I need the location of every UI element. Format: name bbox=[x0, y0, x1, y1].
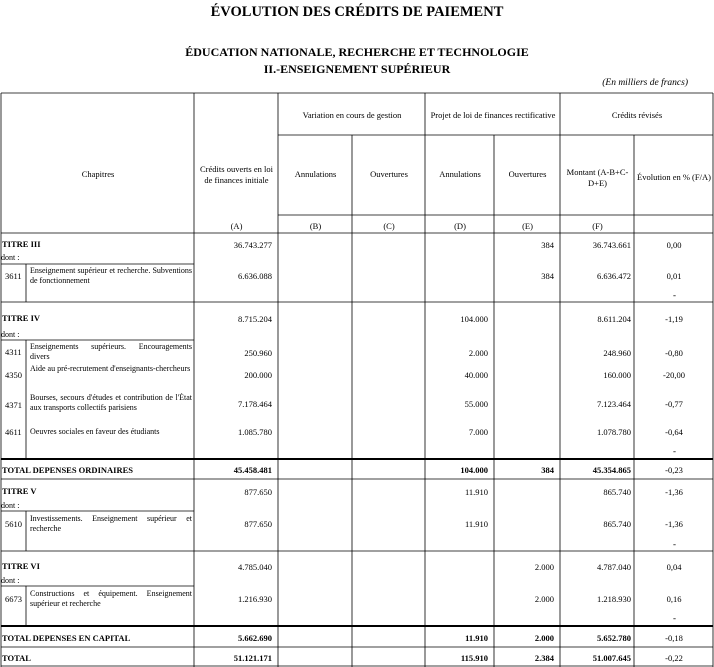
header-annulations-d: Annulations bbox=[439, 169, 481, 180]
row-5610-d: 11.910 bbox=[464, 519, 488, 529]
row-titre3-g: 0,00 bbox=[666, 240, 682, 250]
row-4350-label: Aide au pré-recrutement d'enseignants-chercheurs bbox=[30, 364, 191, 373]
row-4311-code: 4311 bbox=[5, 347, 22, 357]
header-annulations-b: Annulations bbox=[294, 169, 337, 180]
row-3611-code: 3611 bbox=[5, 271, 22, 281]
row-total-a: 51.121.171 bbox=[233, 653, 272, 663]
header-chapitres: Chapitres bbox=[81, 169, 115, 180]
row-titre5-a: 877.650 bbox=[244, 487, 272, 497]
row-5610-f: 865.740 bbox=[603, 519, 631, 529]
row-titre5-g: -1,36 bbox=[665, 487, 683, 497]
row-4371-code: 4371 bbox=[5, 400, 22, 410]
row-4371-a: 7.178.464 bbox=[238, 399, 272, 409]
row-3611-label: Enseignement supérieur et recherche. Subventions de fonctionnement bbox=[30, 266, 192, 284]
row-tdc-g: -0,18 bbox=[665, 633, 683, 643]
dash-mark: - bbox=[673, 446, 676, 456]
row-5610-label: Investissements. Enseignement supérieur et recherche bbox=[30, 514, 192, 533]
subtitle-ministry: ÉDUCATION NATIONALE, RECHERCHE ET TECHNOLOGIE bbox=[185, 45, 529, 59]
row-titre5-f: 865.740 bbox=[603, 487, 631, 497]
row-total-label: TOTAL bbox=[2, 653, 31, 663]
row-4311-g: -0,80 bbox=[665, 348, 683, 358]
row-3611-f: 6.636.472 bbox=[597, 271, 631, 281]
row-4350-d: 40.000 bbox=[464, 370, 488, 380]
row-6673-f: 1.218.930 bbox=[597, 594, 631, 604]
subtitle-section: II.-ENSEIGNEMENT SUPÉRIEUR bbox=[263, 62, 451, 76]
row-tdo-a: 45.458.481 bbox=[233, 465, 272, 475]
row-4350-f: 160.000 bbox=[603, 370, 631, 380]
dash-mark: - bbox=[673, 290, 676, 300]
header-credits-revises: Crédits révisés bbox=[611, 110, 663, 121]
col-letter-b: (B) bbox=[309, 221, 322, 231]
row-6673-g: 0,16 bbox=[666, 594, 682, 604]
row-titre6-e: 2.000 bbox=[534, 562, 554, 572]
dont-label: dont : bbox=[1, 253, 20, 262]
row-total-e: 2.384 bbox=[534, 653, 554, 663]
dont-label: dont : bbox=[1, 501, 20, 510]
row-titre6-f: 4.787.040 bbox=[597, 562, 631, 572]
row-tdc-f: 5.652.780 bbox=[597, 633, 631, 643]
row-titre6-a: 4.785.040 bbox=[238, 562, 272, 572]
row-5610-a: 877.650 bbox=[244, 519, 272, 529]
row-titre4-label: TITRE IV bbox=[2, 313, 41, 323]
row-6673-code: 6673 bbox=[5, 594, 22, 604]
row-4311-a: 250.960 bbox=[244, 348, 272, 358]
unit-note: (En milliers de francs) bbox=[602, 78, 688, 88]
row-titre6-label: TITRE VI bbox=[2, 561, 40, 571]
row-tdo-e: 384 bbox=[541, 465, 554, 475]
row-titre4-a: 8.715.204 bbox=[238, 314, 272, 324]
row-titre3-label: TITRE III bbox=[2, 239, 41, 249]
row-tdo-label: TOTAL DEPENSES ORDINAIRES bbox=[2, 465, 134, 475]
header-credits-ouverts: Crédits ouverts en loi de finances initiale bbox=[200, 163, 273, 185]
row-titre3-e: 384 bbox=[541, 240, 554, 250]
dash-mark: - bbox=[673, 539, 676, 549]
row-4611-a: 1.085.780 bbox=[238, 427, 272, 437]
row-4611-d: 7.000 bbox=[468, 427, 488, 437]
header-ouvertures-e: Ouvertures bbox=[508, 169, 547, 180]
row-3611-a: 6.636.088 bbox=[238, 271, 272, 281]
row-4611-code: 4611 bbox=[5, 427, 22, 437]
row-4611-f: 1.078.780 bbox=[597, 427, 631, 437]
row-3611-g: 0,01 bbox=[666, 271, 682, 281]
row-4350-code: 4350 bbox=[5, 370, 22, 380]
col-letter-a: (A) bbox=[230, 221, 243, 231]
header-evolution: Évolution en % (F/A) bbox=[637, 172, 711, 183]
row-tdo-f: 45.354.865 bbox=[592, 465, 631, 475]
row-4371-f: 7.123.464 bbox=[597, 399, 631, 409]
row-6673-label: Constructions et équipement. Enseignement supérieur et recherche bbox=[30, 589, 192, 608]
row-tdc-e: 2.000 bbox=[534, 633, 554, 643]
row-5610-g: -1,36 bbox=[665, 519, 683, 529]
col-letter-c: (C) bbox=[383, 221, 395, 231]
dont-label: dont : bbox=[1, 330, 20, 339]
dont-label: dont : bbox=[1, 576, 20, 585]
row-6673-e: 2.000 bbox=[534, 594, 554, 604]
row-tdc-d: 11.910 bbox=[465, 633, 488, 643]
row-tdo-d: 104.000 bbox=[460, 465, 488, 475]
row-4311-label: Enseignements supérieurs. Encouragements divers bbox=[30, 342, 192, 360]
col-letter-d: (D) bbox=[454, 221, 466, 231]
row-4350-g: -20,00 bbox=[663, 370, 685, 380]
row-3611-e: 384 bbox=[541, 271, 554, 281]
row-titre4-f: 8.611.204 bbox=[597, 314, 631, 324]
col-letter-e: (E) bbox=[522, 221, 533, 231]
row-total-g: -0,22 bbox=[665, 653, 683, 663]
row-titre6-g: 0,04 bbox=[666, 562, 682, 572]
row-4371-d: 55.000 bbox=[464, 399, 488, 409]
row-titre5-d: 11.910 bbox=[464, 487, 488, 497]
dash-mark: - bbox=[673, 613, 676, 623]
row-4371-g: -0,77 bbox=[665, 399, 683, 409]
row-titre5-label: TITRE V bbox=[2, 486, 37, 496]
header-ouvertures-c: Ouvertures bbox=[370, 169, 408, 180]
row-titre3-f: 36.743.661 bbox=[592, 240, 631, 250]
row-5610-code: 5610 bbox=[5, 519, 22, 529]
row-4371-label: Bourses, secours d'études et contribution de l'État aux transports collectifs parisiens bbox=[30, 393, 192, 412]
row-total-d: 115.910 bbox=[460, 653, 488, 663]
row-6673-a: 1.216.930 bbox=[238, 594, 272, 604]
header-montant: Montant (A-B+C-D+E) bbox=[566, 166, 629, 188]
row-total-f: 51.007.645 bbox=[592, 653, 631, 663]
header-variation: Variation en cours de gestion bbox=[302, 110, 402, 121]
row-4611-g: -0,64 bbox=[665, 427, 683, 437]
row-titre3-a: 36.743.277 bbox=[233, 240, 272, 250]
row-4311-d: 2.000 bbox=[468, 348, 488, 358]
row-4311-f: 248.960 bbox=[603, 348, 631, 358]
page-title: ÉVOLUTION DES CRÉDITS DE PAIEMENT bbox=[210, 4, 504, 20]
row-tdc-a: 5.662.690 bbox=[238, 633, 272, 643]
row-4611-label: Oeuvres sociales en faveur des étudiants bbox=[30, 427, 160, 436]
col-letter-f: (F) bbox=[592, 221, 603, 231]
row-titre4-d: 104.000 bbox=[460, 314, 488, 324]
header-projet: Projet de loi de finances rectificative bbox=[430, 110, 556, 121]
row-tdo-g: -0,23 bbox=[665, 465, 683, 475]
row-4350-a: 200.000 bbox=[244, 370, 272, 380]
row-tdc-label: TOTAL DEPENSES EN CAPITAL bbox=[2, 633, 131, 643]
row-titre4-g: -1,19 bbox=[665, 314, 683, 324]
